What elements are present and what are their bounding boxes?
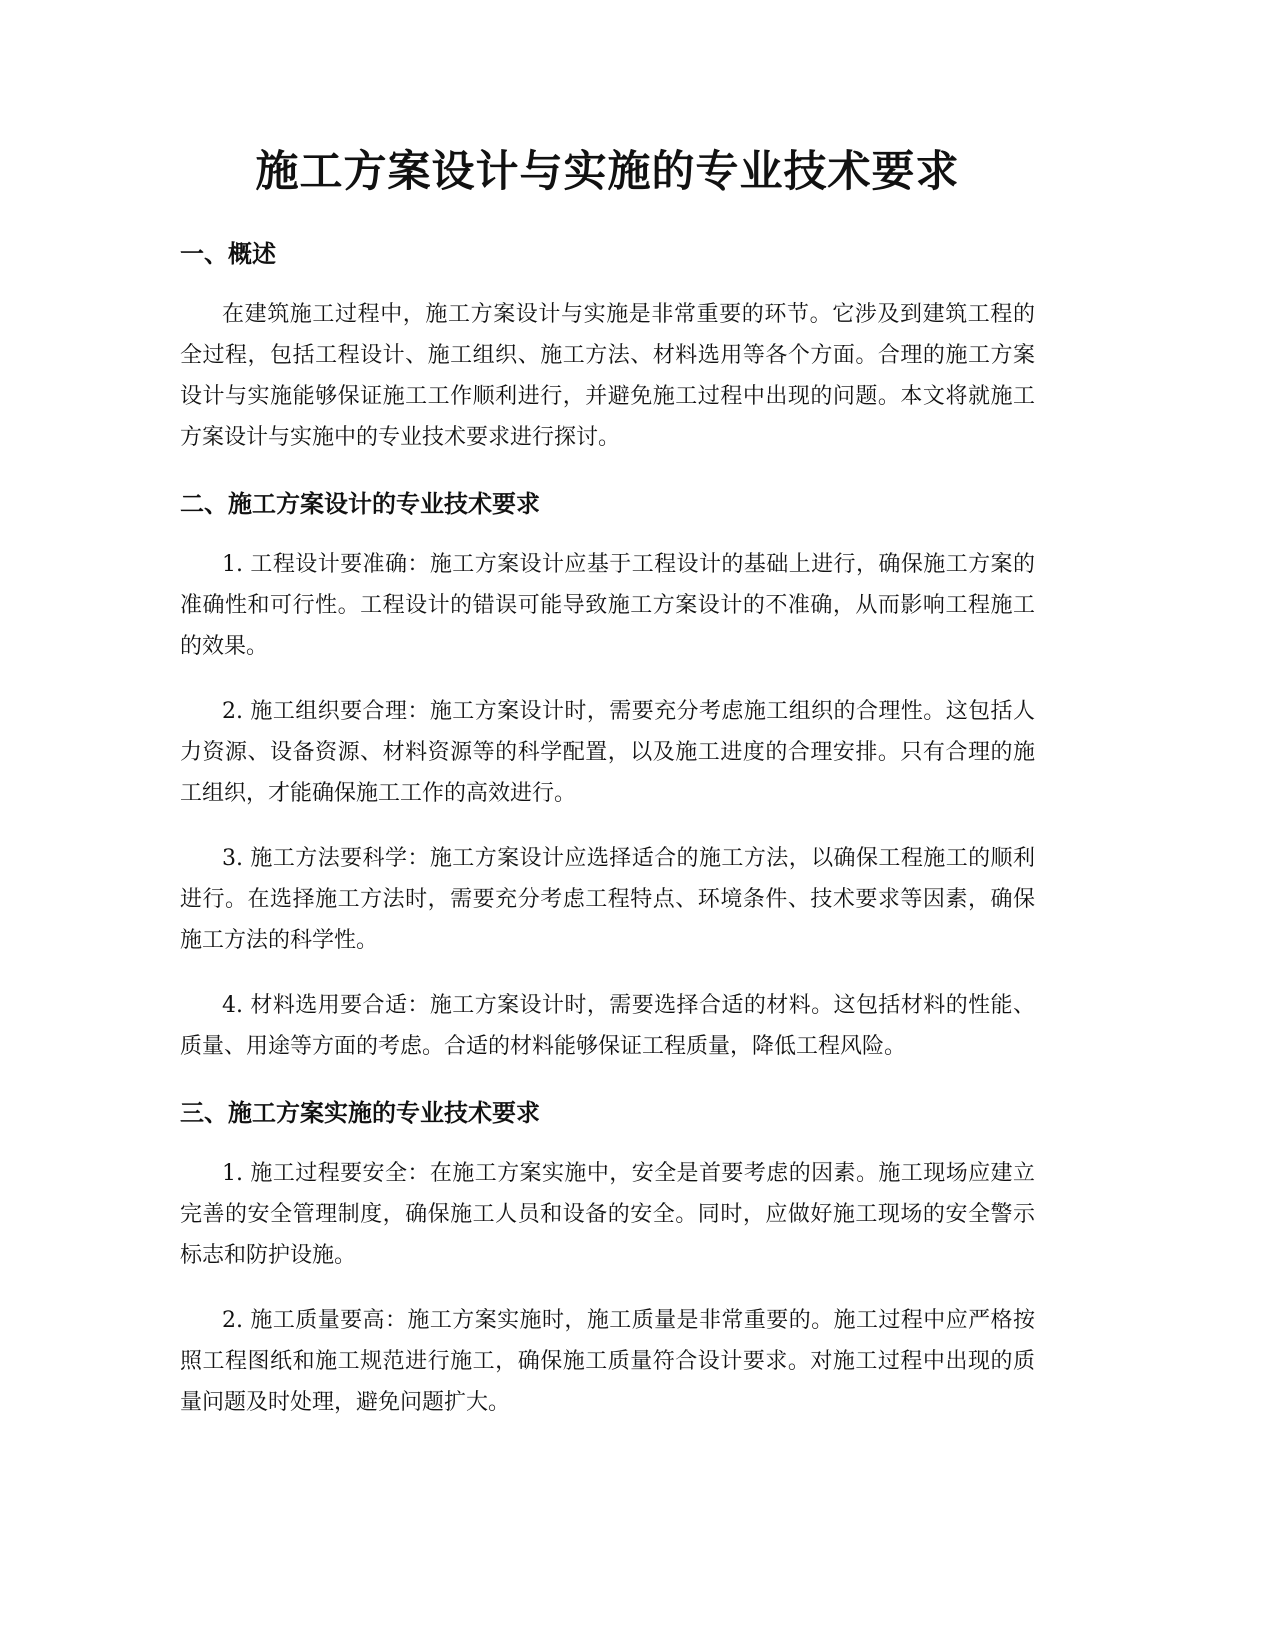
document-title: 施工方案设计与实施的专业技术要求 (255, 147, 960, 197)
section-design-requirements (180, 486, 1035, 1067)
section-heading: 三、施工方案实施的专业技术要求 (180, 1099, 540, 1127)
paragraph: 4. 材料选用要合适：施工方案设计时，需要选择合适的材料。这包括材料的性能、质量、用途等方面的考虑。合适的材料能够保证工程质量，降低工程风险。 (180, 993, 1035, 1059)
section-overview (180, 236, 1035, 458)
paragraph: 1. 工程设计要准确：施工方案设计应基于工程设计的基础上进行，确保施工方案的准确性和可行性。工程设计的错误可能导致施工方案设计的不准确，从而影响工程施工的效果。 (180, 552, 1035, 659)
document-page (180, 140, 1035, 1447)
paragraph: 2. 施工组织要合理：施工方案设计时，需要充分考虑施工组织的合理性。这包括人力资源、设备资源、材料资源等的科学配置，以及施工进度的合理安排。只有合理的施工组织，才能确保施工工作的高效进行。 (180, 699, 1035, 806)
paragraph: 2. 施工质量要高：施工方案实施时，施工质量是非常重要的。施工过程中应严格按照工程图纸和施工规范进行施工，确保施工质量符合设计要求。对施工过程中出现的质量问题及时处理，避免问题扩大。 (180, 1308, 1035, 1415)
paragraph: 3. 施工方法要科学：施工方案设计应选择适合的施工方法，以确保工程施工的顺利进行。在选择施工方法时，需要充分考虑工程特点、环境条件、技术要求等因素，确保施工方法的科学性。 (180, 846, 1035, 953)
paragraph: 在建筑施工过程中，施工方案设计与实施是非常重要的环节。它涉及到建筑工程的全过程，包括工程设计、施工组织、施工方法、材料选用等各个方面。合理的施工方案设计与实施能够保证施工工作顺利进行，并避免施工过程中出现的问题。本文将就施工方案设计与实施中的专业技术要求进行探讨。 (180, 302, 1035, 450)
paragraph: 1. 施工过程要安全：在施工方案实施中，安全是首要考虑的因素。施工现场应建立完善的安全管理制度，确保施工人员和设备的安全。同时，应做好施工现场的安全警示标志和防护设施。 (180, 1161, 1035, 1268)
section-implementation-requirements (180, 1095, 1035, 1423)
section-heading: 二、施工方案设计的专业技术要求 (180, 490, 540, 518)
section-heading: 一、概述 (180, 240, 276, 268)
